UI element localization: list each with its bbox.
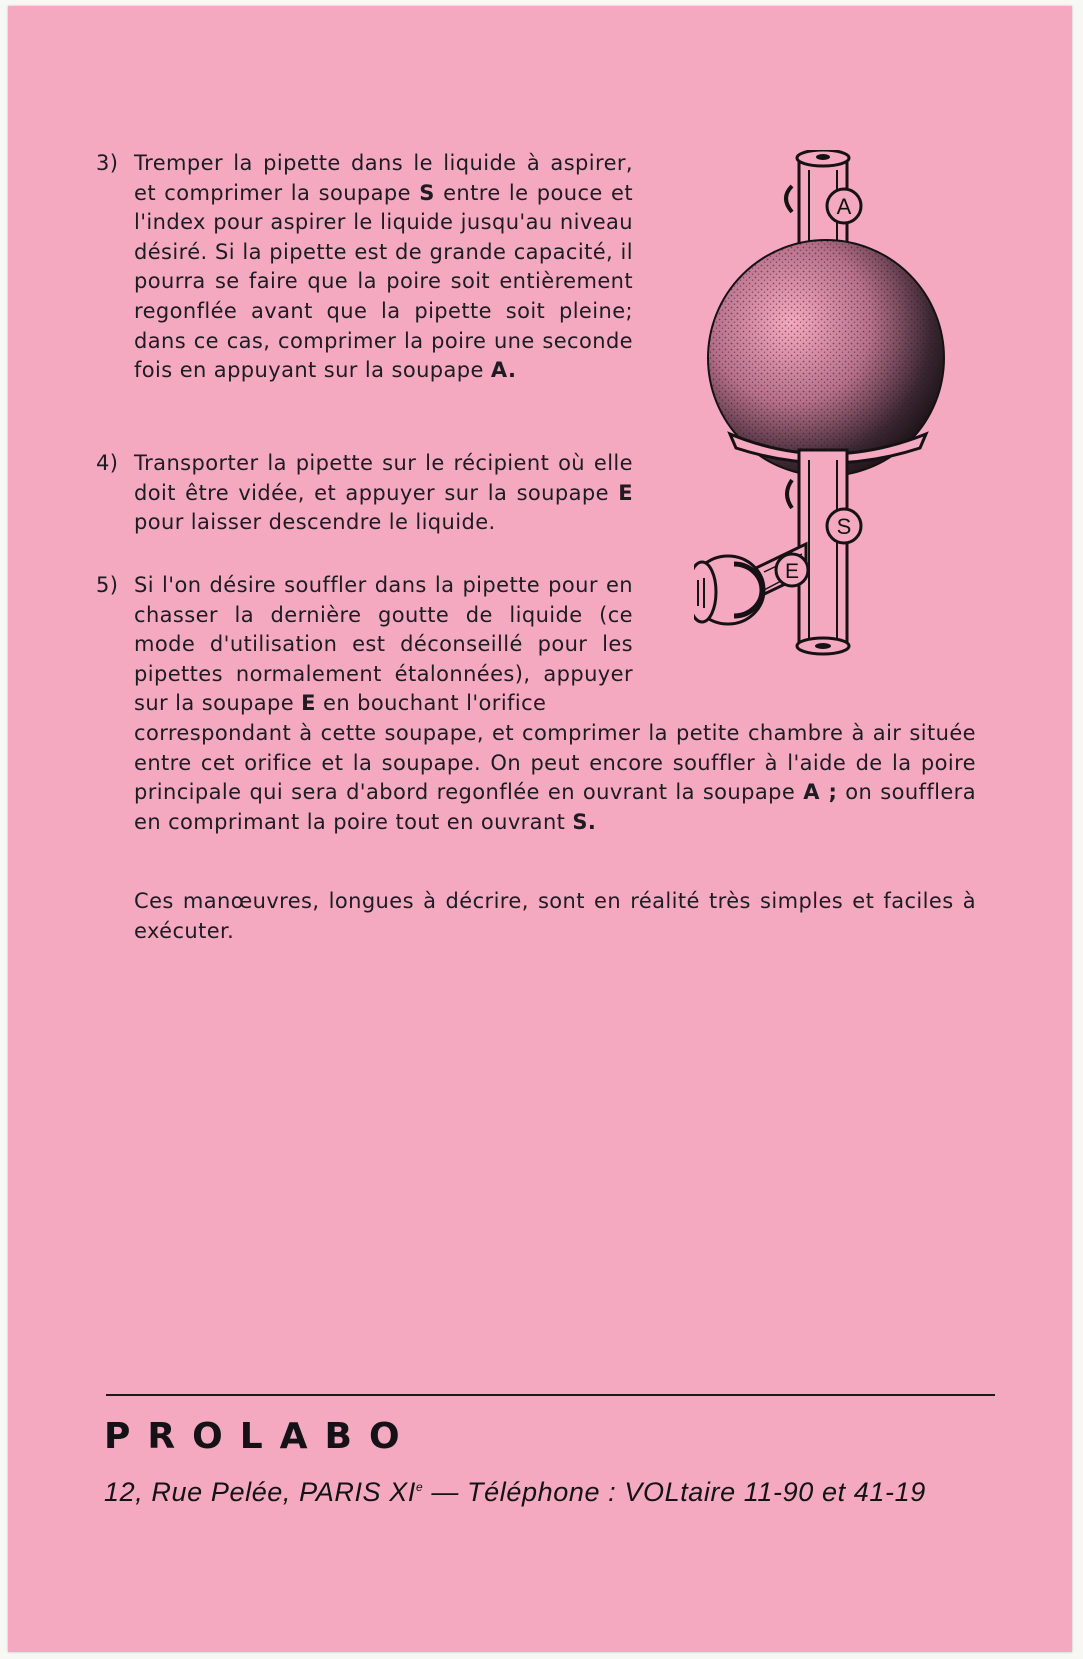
valve-label: A ; — [803, 780, 838, 805]
step-text-part: pour laisser descendre le liquide. — [134, 510, 496, 535]
leaflet-page — [8, 6, 1072, 1652]
step-text-narrow — [134, 571, 633, 719]
step-text-part: correspondant à cette soupape, et comprimer la petite chambre à air située entre cet orifice et la soupape. On peut encore souffler à l'aide de la poire principale qui sera d'abord regonflée en ouvrant la soupape — [134, 720, 976, 805]
rubber-bulb — [708, 240, 944, 476]
step-text-wide — [134, 719, 976, 837]
arrondissement-suffix: e — [415, 1480, 424, 1494]
step-text — [134, 149, 633, 386]
step-number: 3) — [96, 151, 119, 175]
brand-name: PROLABO — [104, 1416, 417, 1457]
small-air-chamber — [694, 556, 764, 624]
footer-divider — [106, 1394, 995, 1396]
step-4 — [96, 449, 633, 538]
step-text-part: Transporter la pipette sur le récipient où elle doit être vidée, et appuyer sur la soupape — [134, 451, 633, 505]
step-text-part: on soufflera en comprimant la poire tout en ouvrant — [134, 780, 976, 834]
pipette-bulb-illustration — [694, 150, 964, 680]
valve-s — [827, 509, 861, 543]
valve-label: S — [419, 180, 435, 205]
step-text-part: entre le pouce et l'index pour aspirer le liquide jusqu'au niveau désiré. Si la pipette est de grande capacité, il pourra se faire que la poire soit entièrement regonflée avant que la pipette soit pleine; dans ce cas, comprimer la poire une seconde fois en appuyant sur la soupape — [134, 180, 633, 383]
address-street: 12, Rue Pelée, PARIS XI — [104, 1477, 416, 1507]
step-text — [134, 449, 633, 538]
valve-e-label: E — [784, 560, 800, 583]
company-address — [104, 1477, 926, 1508]
step-text-part: Si l'on désire souffler dans la pipette pour en chasser la dernière goutte de liquide (ce mode d'utilisation est déconseillé pour les pipettes normalement étalonnées), appuyer sur la soupape — [134, 573, 633, 716]
valve-s-label: S — [836, 514, 852, 539]
valve-label: E — [618, 480, 633, 505]
closing-note: Ces manœuvres, longues à décrire, sont en réalité très simples et faciles à exécuter. — [134, 889, 976, 943]
step-text-part: en bouchant l'orifice — [315, 691, 547, 716]
step-number: 4) — [96, 451, 119, 475]
address-phone: — Téléphone : VOLtaire 11-90 et 41-19 — [423, 1477, 926, 1507]
step-text-part: Tremper la pipette dans le liquide à aspirer, et comprimer la soupape — [134, 151, 633, 205]
step-number: 5) — [96, 573, 119, 597]
valve-a-label: A — [836, 194, 852, 219]
valve-a — [827, 189, 861, 223]
valve-e — [776, 554, 808, 586]
valve-label: A. — [490, 358, 517, 383]
valve-label: S. — [572, 809, 597, 834]
step-3 — [96, 149, 633, 386]
valve-label: E — [301, 691, 316, 716]
